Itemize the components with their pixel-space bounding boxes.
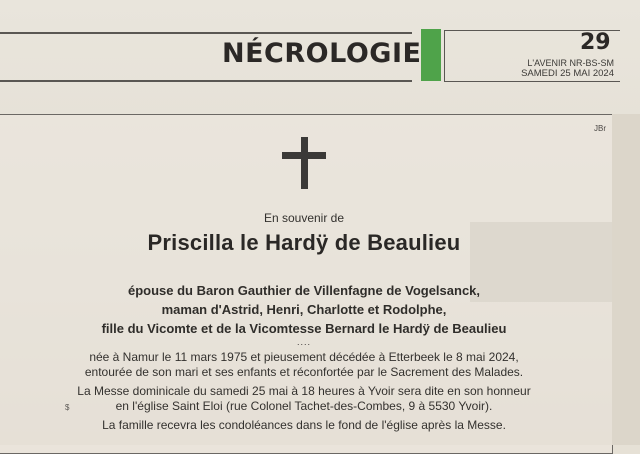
section-color-tab <box>421 29 441 81</box>
notice-initials: JBr <box>594 124 606 133</box>
header-rule-bottom <box>0 80 412 82</box>
adjacent-column-edge <box>612 114 640 445</box>
family-line-spouse: épouse du Baron Gauthier de Villenfagne de Vogelsanck, <box>127 283 481 298</box>
body-line-birth-death: née à Namur le 11 mars 1975 et pieusement décédée à Etterbeek le 8 mai 2024, <box>89 350 519 364</box>
separator-dots: .... <box>296 337 311 347</box>
deceased-name: Priscilla le Hardÿ de Beaulieu <box>147 230 461 255</box>
body-line-church: en l'église Saint Eloi (rue Colonel Tachet-des-Combes, 9 à 5530 Yvoir). <box>115 399 493 413</box>
latin-cross-icon <box>282 137 326 189</box>
page-number: 29 <box>580 30 611 55</box>
edition-label: L'AVENIR NR-BS-SM <box>527 58 614 68</box>
section-title: NÉCROLOGIE <box>222 38 422 69</box>
header-rule-top <box>0 32 412 34</box>
family-line-children: maman d'Astrid, Henri, Charlotte et Rodolphe, <box>161 302 447 317</box>
body-line-surrounded: entourée de son mari et ses enfants et réconfortée par le Sacrement des Malades. <box>84 365 524 379</box>
notice-intro: En souvenir de <box>263 211 345 225</box>
issue-date: SAMEDI 25 MAI 2024 <box>521 68 614 79</box>
margin-mark: $ <box>65 403 70 412</box>
family-line-parents: fille du Vicomte et de la Vicomtesse Bernard le Hardÿ de Beaulieu <box>101 321 507 336</box>
body-line-mass: La Messe dominicale du samedi 25 mai à 18 heures à Yvoir sera dite en son honneur <box>77 384 531 398</box>
body-line-condolences: La famille recevra les condoléances dans le fond de l'église après la Messe. <box>102 418 506 432</box>
